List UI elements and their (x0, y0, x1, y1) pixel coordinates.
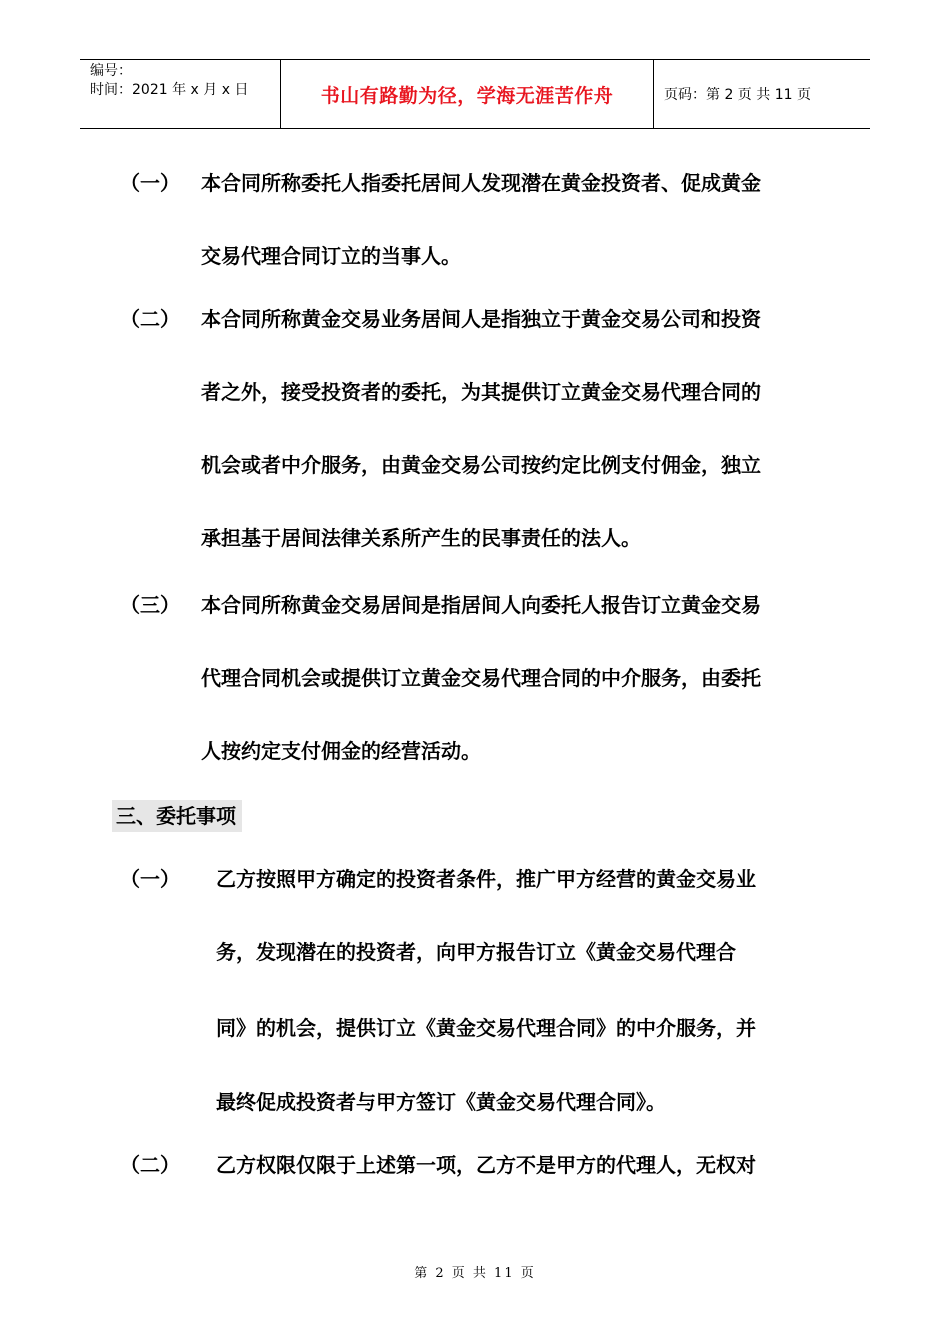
document-date: 时间：2021 年 x 月 x 日 (90, 82, 249, 98)
clause-line: 本合同所称黄金交易业务居间人是指独立于黄金交易公司和投资 (201, 307, 761, 331)
page-header (80, 59, 870, 129)
clause-label: （二） (120, 307, 180, 331)
clause-line: 代理合同机会或提供订立黄金交易代理合同的中介服务，由委托 (201, 666, 761, 690)
document-number-label: 编号： (90, 63, 132, 79)
clause-line: 承担基于居间法律关系所产生的民事责任的法人。 (201, 526, 641, 550)
header-meta (80, 60, 281, 128)
header-page-code: 页码：第 2 页 共 11 页 (664, 87, 811, 103)
clause-line: 同》的机会，提供订立《黄金交易代理合同》的中介服务，并 (216, 1016, 756, 1040)
section-heading: 三、委托事项 (112, 800, 242, 832)
clause-line: 交易代理合同订立的当事人。 (201, 244, 461, 268)
page-footer: 第 2 页 共 11 页 (414, 1266, 536, 1281)
clause-line: 最终促成投资者与甲方签订《黄金交易代理合同》。 (216, 1090, 666, 1114)
clause-line: 机会或者中介服务，由黄金交易公司按约定比例支付佣金，独立 (201, 453, 761, 477)
clause-label: （二） (120, 1153, 180, 1177)
clause-line: 人按约定支付佣金的经营活动。 (201, 739, 481, 763)
clause-label: （一） (120, 867, 180, 891)
clause-label: （三） (120, 593, 180, 617)
clause-line: 者之外，接受投资者的委托，为其提供订立黄金交易代理合同的 (201, 380, 761, 404)
header-motto: 书山有路勤为径，学海无涯苦作舟 (281, 60, 654, 128)
clause-line: 乙方按照甲方确定的投资者条件，推广甲方经营的黄金交易业 (216, 867, 756, 891)
clause-label: （一） (120, 171, 180, 195)
clause-line: 本合同所称黄金交易居间是指居间人向委托人报告订立黄金交易 (201, 593, 761, 617)
clause-line: 务，发现潜在的投资者，向甲方报告订立《黄金交易代理合 (216, 940, 736, 964)
clause-line: 乙方权限仅限于上述第一项，乙方不是甲方的代理人，无权对 (216, 1153, 756, 1177)
clause-line: 本合同所称委托人指委托居间人发现潜在黄金投资者、促成黄金 (201, 171, 761, 195)
